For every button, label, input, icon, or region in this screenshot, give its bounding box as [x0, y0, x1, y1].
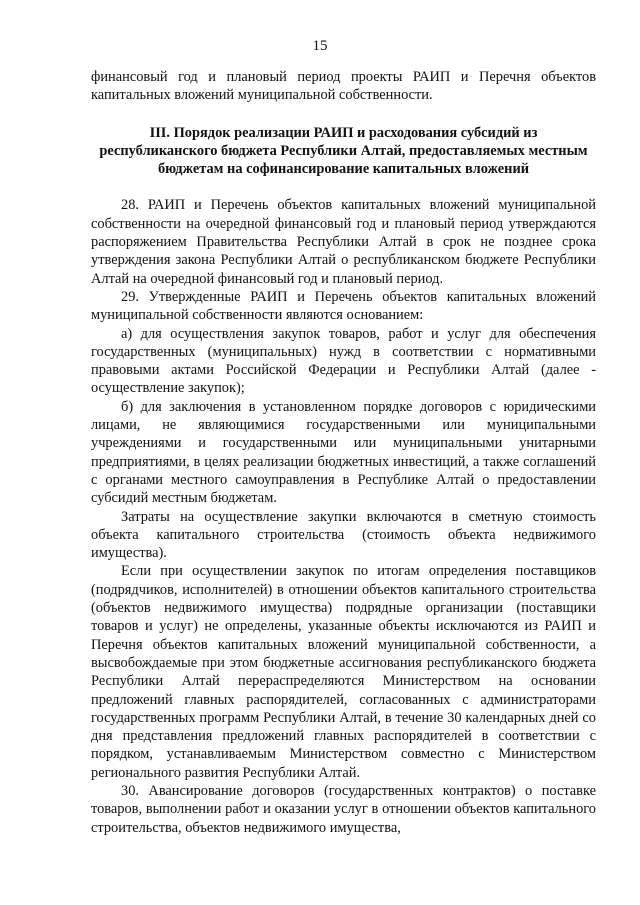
- page-number: 15: [312, 38, 328, 54]
- intro-paragraph: финансовый год и плановый период проекты РАИП и Перечня объектов капитальных вложений муниципальной собственности.: [91, 69, 596, 104]
- paragraph-29-b: б) для заключения в установленном порядке договоров с юридическими лицами, не являющимися государственными или муниципальными учреждениями и государственными или муниципальными унитарными предприятиями, в целях реализации бюджетных инвестиций, а также соглашений с органами местного самоуправления в Республике Алтай о предоставлении субсидий местным бюджетам.: [91, 398, 596, 507]
- paragraph-contractors-not-determined: Если при осуществлении закупок по итогам определения поставщиков (подрядчиков, исполнителей) в отношении объектов капитального строительства (объектов недвижимого имущества) подрядные организации (поставщики товаров и услуг) не определены, указанные объекты исключаются из РАИП и Перечня объектов капитальных вложений муниципальной собственности, а высвобождаемые при этом бюджетные ассигнования республиканского бюджета Республики Алтай перераспределяются Министерством на основании предложений главных распорядителей, согласованных с администраторами государственных программ Республики Алтай, в течение 30 календарных дней со дня представления предложений главных распорядителей в соответствии с порядком, устанавливаемым Министерством совместно с Министерством регионального развития Республики Алтай.: [91, 563, 596, 781]
- paragraph-29-a: а) для осуществления закупок товаров, работ и услуг для обеспечения государственных (муниципальных) нужд в соответствии с нормативными правовыми актами Российской Федерации и Республики Алтай (далее - осуществление закупок);: [91, 325, 596, 397]
- paragraph-procurement-costs: Затраты на осуществление закупки включаются в сметную стоимость объекта капитального строительства (стоимость объекта недвижимого имущества).: [91, 508, 596, 562]
- paragraph-28: 28. РАИП и Перечень объектов капитальных вложений муниципальной собственности на очередной финансовый год и плановый период утверждаются распоряжением Правительства Республики Алтай в срок не позднее срока утверждения закона Республики Алтай о республиканском бюджете Республики Алтай на очередной финансовый год и плановый период.: [91, 197, 596, 287]
- document-body: [91, 68, 596, 837]
- section-title: III. Порядок реализации РАИП и расходования субсидий из республиканского бюджета Республики Алтай, предоставляемых местным бюджетам на софинансирование капитальных вложений: [99, 124, 588, 178]
- paragraph-30: 30. Авансирование договоров (государственных контрактов) о поставке товаров, выполнении работ и оказании услуг в отношении объектов капитального строительства, объектов недвижимого имущества,: [91, 782, 596, 836]
- paragraph-29: 29. Утвержденные РАИП и Перечень объектов капитальных вложений муниципальной собственности являются основанием:: [91, 288, 596, 324]
